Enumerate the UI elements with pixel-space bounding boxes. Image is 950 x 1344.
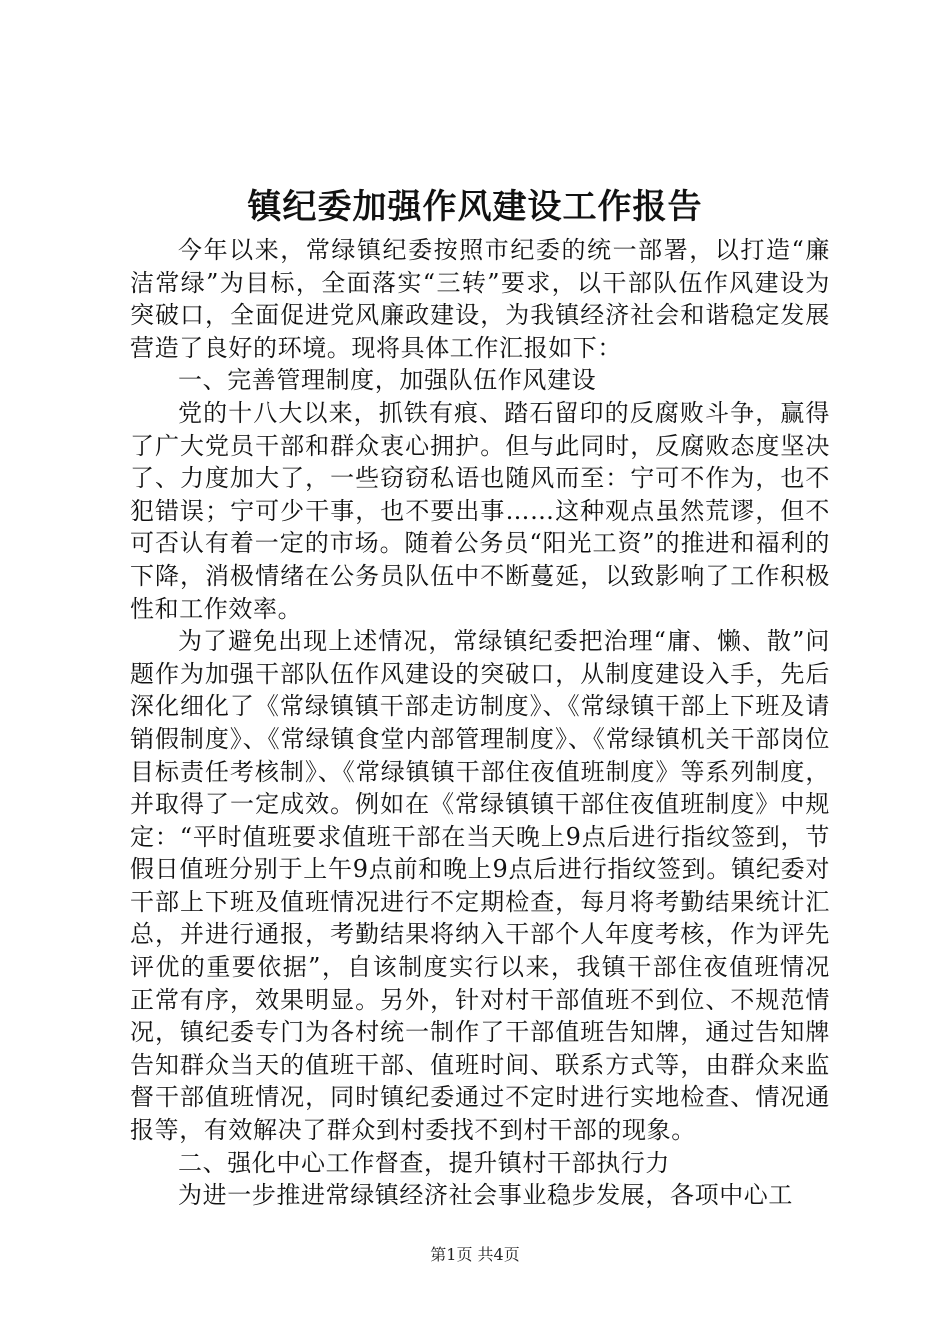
document-title: 镇纪委加强作风建设工作报告 xyxy=(247,187,703,227)
body-paragraph: 为了避免出现上述情况，常绿镇纪委把治理“庸、懒、散”问题作为加强干部队伍作风建设的突破口，从制度建设入手，先后深化细化了《常绿镇镇干部走访制度》、《常绿镇干部上下班及请销假制度》、《常绿镇食堂内部管理制度》、《常绿镇机关干部岗位目标责任考核制》、《常绿镇镇干部住夜值班制度》等系列制度，并取得了一定成效。例如在《常绿镇镇干部住夜值班制度》中规定：“平时值班要求值班干部在当天晚上9点后进行指纹签到，节假日值班分别于上午9点前和晚上9点后进行指纹签到。镇纪委对干部上下班及值班情况进行不定期检查，每月将考勤结果统计汇总，并进行通报，考勤结果将纳入干部个人年度考核，作为评先评优的重要依据”，自该制度实行以来，我镇干部住夜值班情况正常有序，效果明显。另外，针对村干部值班不到位、不规范情况，镇纪委专门为各村统一制作了干部值班告知牌，通过告知牌告知群众当天的值班干部、值班时间、联系方式等，由群众来监督干部值班情况，同时镇纪委通过不定时进行实地检查、情况通报等，有效解决了群众到村委找不到村干部的现象。 xyxy=(130,627,830,1145)
document-body xyxy=(130,234,830,1212)
intro-paragraph: 今年以来，常绿镇纪委按照市纪委的统一部署，以打造“廉洁常绿”为目标，全面落实“三转”要求，以干部队伍作风建设为突破口，全面促进党风廉政建设，为我镇经济社会和谐稳定发展营造了良好的环境。现将具体工作汇报如下： xyxy=(130,236,830,362)
page-number-footer: 第1页 共4页 xyxy=(430,1245,520,1264)
body-paragraph: 党的十八大以来，抓铁有痕、踏石留印的反腐败斗争，赢得了广大党员干部和群众衷心拥护。但与此同时，反腐败态度坚决了、力度加大了，一些窃窃私语也随风而至：宁可不作为，也不犯错误；宁可少干事，也不要出事……这种观点虽然荒谬，但不可否认有着一定的市场。随着公务员“阳光工资”的推进和福利的下降，消极情绪在公务员队伍中不断蔓延，以致影响了工作积极性和工作效率。 xyxy=(130,398,830,623)
body-paragraph: 为进一步推进常绿镇经济社会事业稳步发展，各项中心工 xyxy=(178,1181,793,1210)
section-heading-2: 二、强化中心工作督查，提升镇村干部执行力 xyxy=(178,1148,670,1177)
section-heading-1: 一、完善管理制度，加强队伍作风建设 xyxy=(178,366,597,395)
